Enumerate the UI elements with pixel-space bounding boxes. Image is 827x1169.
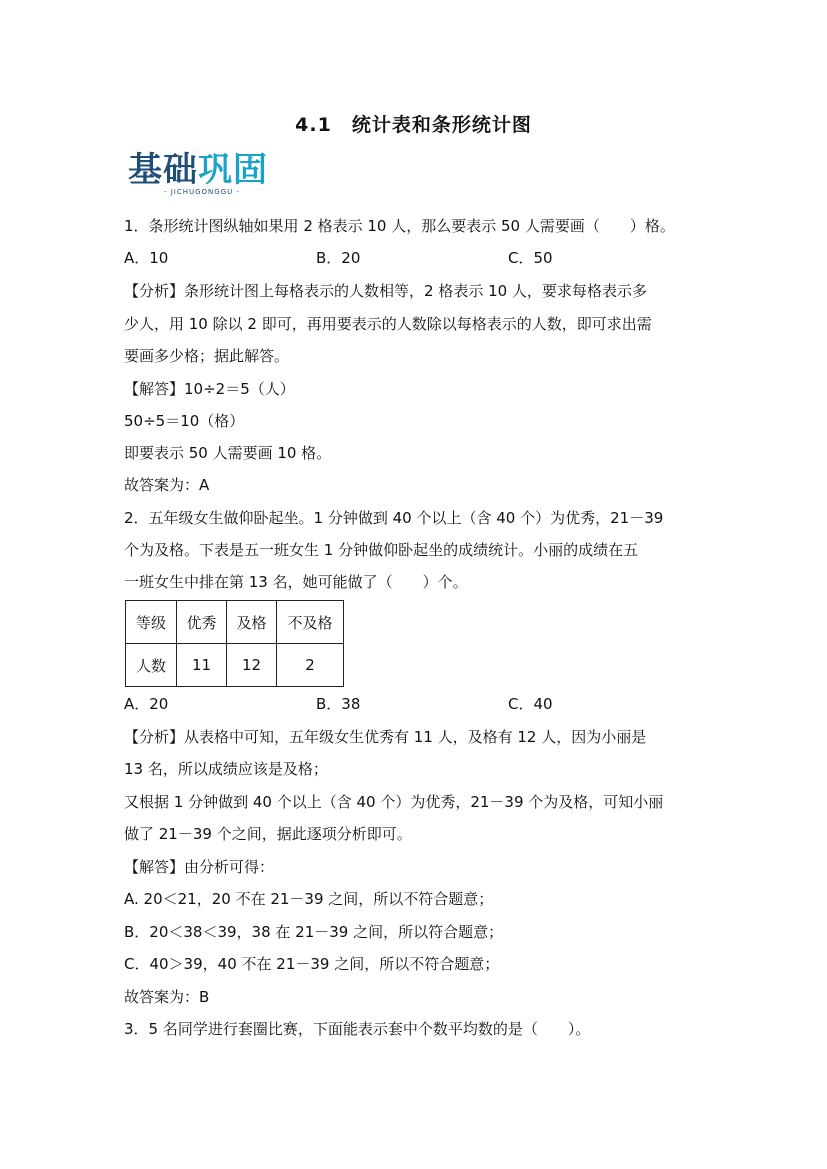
q2-analysis-line: 又根据 1 分钟做到 40 个以上（含 40 个）为优秀，21－39 个为及格，可知小丽 [124, 793, 664, 811]
q1-analysis-line: 【分析】条形统计图上每格表示的人数相等，2 格表示 10 人，要求每格表示多 [124, 282, 647, 300]
q1-solution-line: 即要表示 50 人需要画 10 格。 [124, 444, 332, 462]
q2-analysis-line: 13 名，所以成绩应该是及格； [124, 760, 328, 778]
q1-option-c: C．50 [508, 249, 553, 267]
q1-option-b: B．20 [316, 249, 361, 267]
table-row [126, 644, 344, 687]
logo-text-part1: 基础 [128, 150, 198, 190]
q2-solution-line: 【解答】由分析可得： [124, 858, 275, 876]
q2-stem-line: 2．五年级女生做仰卧起坐。1 分钟做到 40 个以上（含 40 个）为优秀，21－39 [124, 509, 664, 527]
table-cell: 人数 [126, 644, 177, 687]
table-cell: 2 [277, 644, 344, 687]
logo-text-part2: 巩固 [198, 150, 268, 190]
q1-solution-line: 【解答】10÷2＝5（人） [124, 380, 295, 398]
table-header-row [126, 601, 344, 644]
q2-analysis-line: 【分析】从表格中可知，五年级女生优秀有 11 人，及格有 12 人，因为小丽是 [124, 728, 647, 746]
table-cell: 11 [177, 644, 227, 687]
page-title: 4.1 统计表和条形统计图 [295, 114, 532, 136]
table-cell: 等级 [126, 601, 177, 644]
q2-option-b: B．38 [316, 695, 361, 713]
q2-option-c: C．40 [508, 695, 553, 713]
q2-solution-line: C．40＞39，40 不在 21－39 之间，所以不符合题意； [124, 955, 500, 973]
q2-analysis-line: 做了 21－39 个之间，据此逐项分析即可。 [124, 825, 412, 843]
q2-stem-line: 一班女生中排在第 13 名，她可能做了（ ）个。 [124, 573, 468, 591]
table-cell: 12 [227, 644, 277, 687]
table-cell: 不及格 [277, 601, 344, 644]
grade-table [125, 600, 344, 687]
q1-option-a: A．10 [124, 249, 169, 267]
section-logo [128, 150, 276, 200]
q2-solution-line: B．20＜38＜39，38 在 21－39 之间，所以符合题意； [124, 923, 504, 941]
q1-analysis-line: 少人，用 10 除以 2 即可，再用要表示的人数除以每格表示的人数，即可求出需 [124, 315, 652, 333]
q1-stem: 1．条形统计图纵轴如果用 2 格表示 10 人，那么要表示 50 人需要画（ ）格。 [124, 217, 675, 235]
table-cell: 及格 [227, 601, 277, 644]
q1-answer: 故答案为：A [124, 476, 210, 494]
q3-stem: 3．5 名同学进行套圈比赛，下面能表示套中个数平均数的是（ ）。 [124, 1020, 591, 1038]
q2-stem-line: 个为及格。下表是五一班女生 1 分钟做仰卧起坐的成绩统计。小丽的成绩在五 [124, 541, 639, 559]
logo-subtitle: - JICHUGONGGU - [163, 188, 241, 196]
table-cell: 优秀 [177, 601, 227, 644]
q1-solution-line: 50÷5＝10（格） [124, 412, 245, 430]
q2-solution-line: A. 20＜21，20 不在 21－39 之间，所以不符合题意； [124, 890, 494, 908]
q1-analysis-line: 要画多少格；据此解答。 [124, 347, 290, 365]
q2-option-a: A．20 [124, 695, 169, 713]
q2-answer: 故答案为：B [124, 988, 210, 1006]
